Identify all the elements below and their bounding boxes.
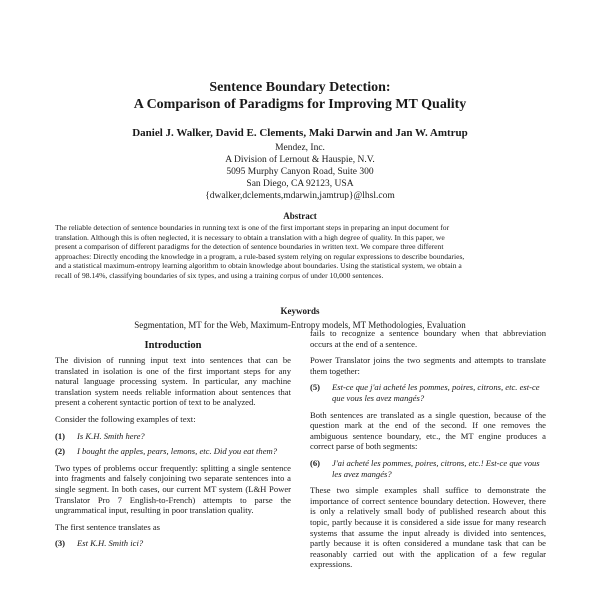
example-number: (6) (310, 457, 321, 468)
example-text: J'ai acheté les pommes, poires, citrons, etc.! Est-ce que vous les avez mangés? (332, 457, 540, 479)
example-text: Est K.H. Smith ici? (77, 538, 144, 549)
introduction-heading: Introduction (144, 340, 202, 351)
affiliation-company: Mendez, Inc. (275, 143, 325, 153)
abstract-line: and a statistical maximum-entropy learning algorithm to obtain knowledge about boundaries. Using the statistical system, we obtain a (55, 261, 462, 271)
example-text: Est-ce que j'ai acheté les pommes, poires, citrons, etc. est-ce que vous les avez mangés? (332, 382, 540, 403)
example-5 (310, 382, 546, 403)
example-3 (55, 538, 291, 549)
left-column (55, 355, 291, 549)
abstract-line: recall of 98.14%, classifying boundaries of six types, and using a training corpus of under 10,000 sentences. (55, 270, 384, 280)
intro-paragraph: Two types of problems occur frequently: splitting a single sentence into fragments and falsely conjoining two separate sentences into a single segment. In both cases, our current MT system (L&H Power Translator Pro 7 English-to-French) attempts to parse the ungrammatical input, resulting in poor translation quality. (55, 462, 291, 516)
example-2 (55, 446, 291, 457)
abstract-line: present a comparison of different paradigms for the detection of sentence boundaries in written text. We compare three different (55, 242, 444, 252)
affiliation-division: A Division of Lernout & Hauspie, N.V. (225, 155, 375, 165)
affiliation-city: San Diego, CA 92123, USA (246, 179, 354, 189)
body-paragraph: Power Translator joins the two segments and attempts to translate them together: (310, 355, 546, 376)
example-number: (1) (55, 430, 66, 441)
abstract-heading: Abstract (283, 211, 317, 221)
example-number: (3) (55, 538, 66, 549)
affiliation-emails: {dwalker,dclements,mdarwin,jamtrup}@lhsl.com (205, 191, 395, 201)
intro-paragraph: The division of running input text into sentences that can be translated in isolation is one of the first important steps for any natural language processing system. In particular, any machine translation system needs reliable information about sentences that present a coherent syntactic portion of text to be analyzed. (55, 355, 291, 408)
intro-paragraph: Consider the following examples of text: (55, 413, 196, 424)
keywords-list: Segmentation, MT for the Web, Maximum-Entropy models, MT Methodologies, Evaluation (134, 320, 466, 330)
body-paragraph: These two simple examples shall suffice to demonstrate the importance of correct sentence boundary detection. However, there is only a relatively small body of published research about this topic, partly because it is considered a side issue for many research systems that assume the input already is divided into sentences, partly because it is often considered a mundane task that can be reasonably carried out with the application of a few regular expressions. (310, 485, 546, 570)
example-number: (5) (310, 382, 321, 393)
example-6 (310, 458, 546, 479)
example-number: (2) (55, 446, 66, 457)
abstract-line: approaches: Directly encoding the knowledge in a program, a rule-based system relying on regular expressions to describe boundaries, (55, 251, 465, 261)
paper-title-line2: A Comparison of Paradigms for Improving MT Quality (133, 97, 467, 112)
abstract-line: translation. Although this is often neglected, it is necessary to obtain a translation with a high degree of quality. In this paper, we (55, 232, 445, 242)
intro-paragraph: The first sentence translates as (55, 521, 160, 532)
abstract-line: The reliable detection of sentence boundaries in running text is one of the first important steps in preparing an input document for (55, 223, 450, 232)
example-text: I bought the apples, pears, lemons, etc. Did you eat them? (77, 446, 278, 457)
example-text: Is K.H. Smith here? (77, 430, 145, 441)
example-1 (55, 431, 291, 442)
affiliation-street: 5095 Murphy Canyon Road, Suite 300 (226, 167, 374, 177)
abstract-body (55, 223, 545, 281)
right-column (310, 328, 546, 570)
body-paragraph: fails to recognize a sentence boundary when that abbreviation occurs at the end of a sentence. (310, 328, 546, 349)
paper-title-line1: Sentence Boundary Detection: (209, 80, 391, 95)
authors: Daniel J. Walker, David E. Clements, Maki Darwin and Jan W. Amtrup (132, 127, 468, 139)
keywords-heading: Keywords (280, 306, 320, 316)
body-paragraph: Both sentences are translated as a single question, because of the question mark at the end of the second. If one removes the ambiguous sentence boundary, etc., the MT engine produces a correct parse of both segments: (310, 409, 546, 452)
